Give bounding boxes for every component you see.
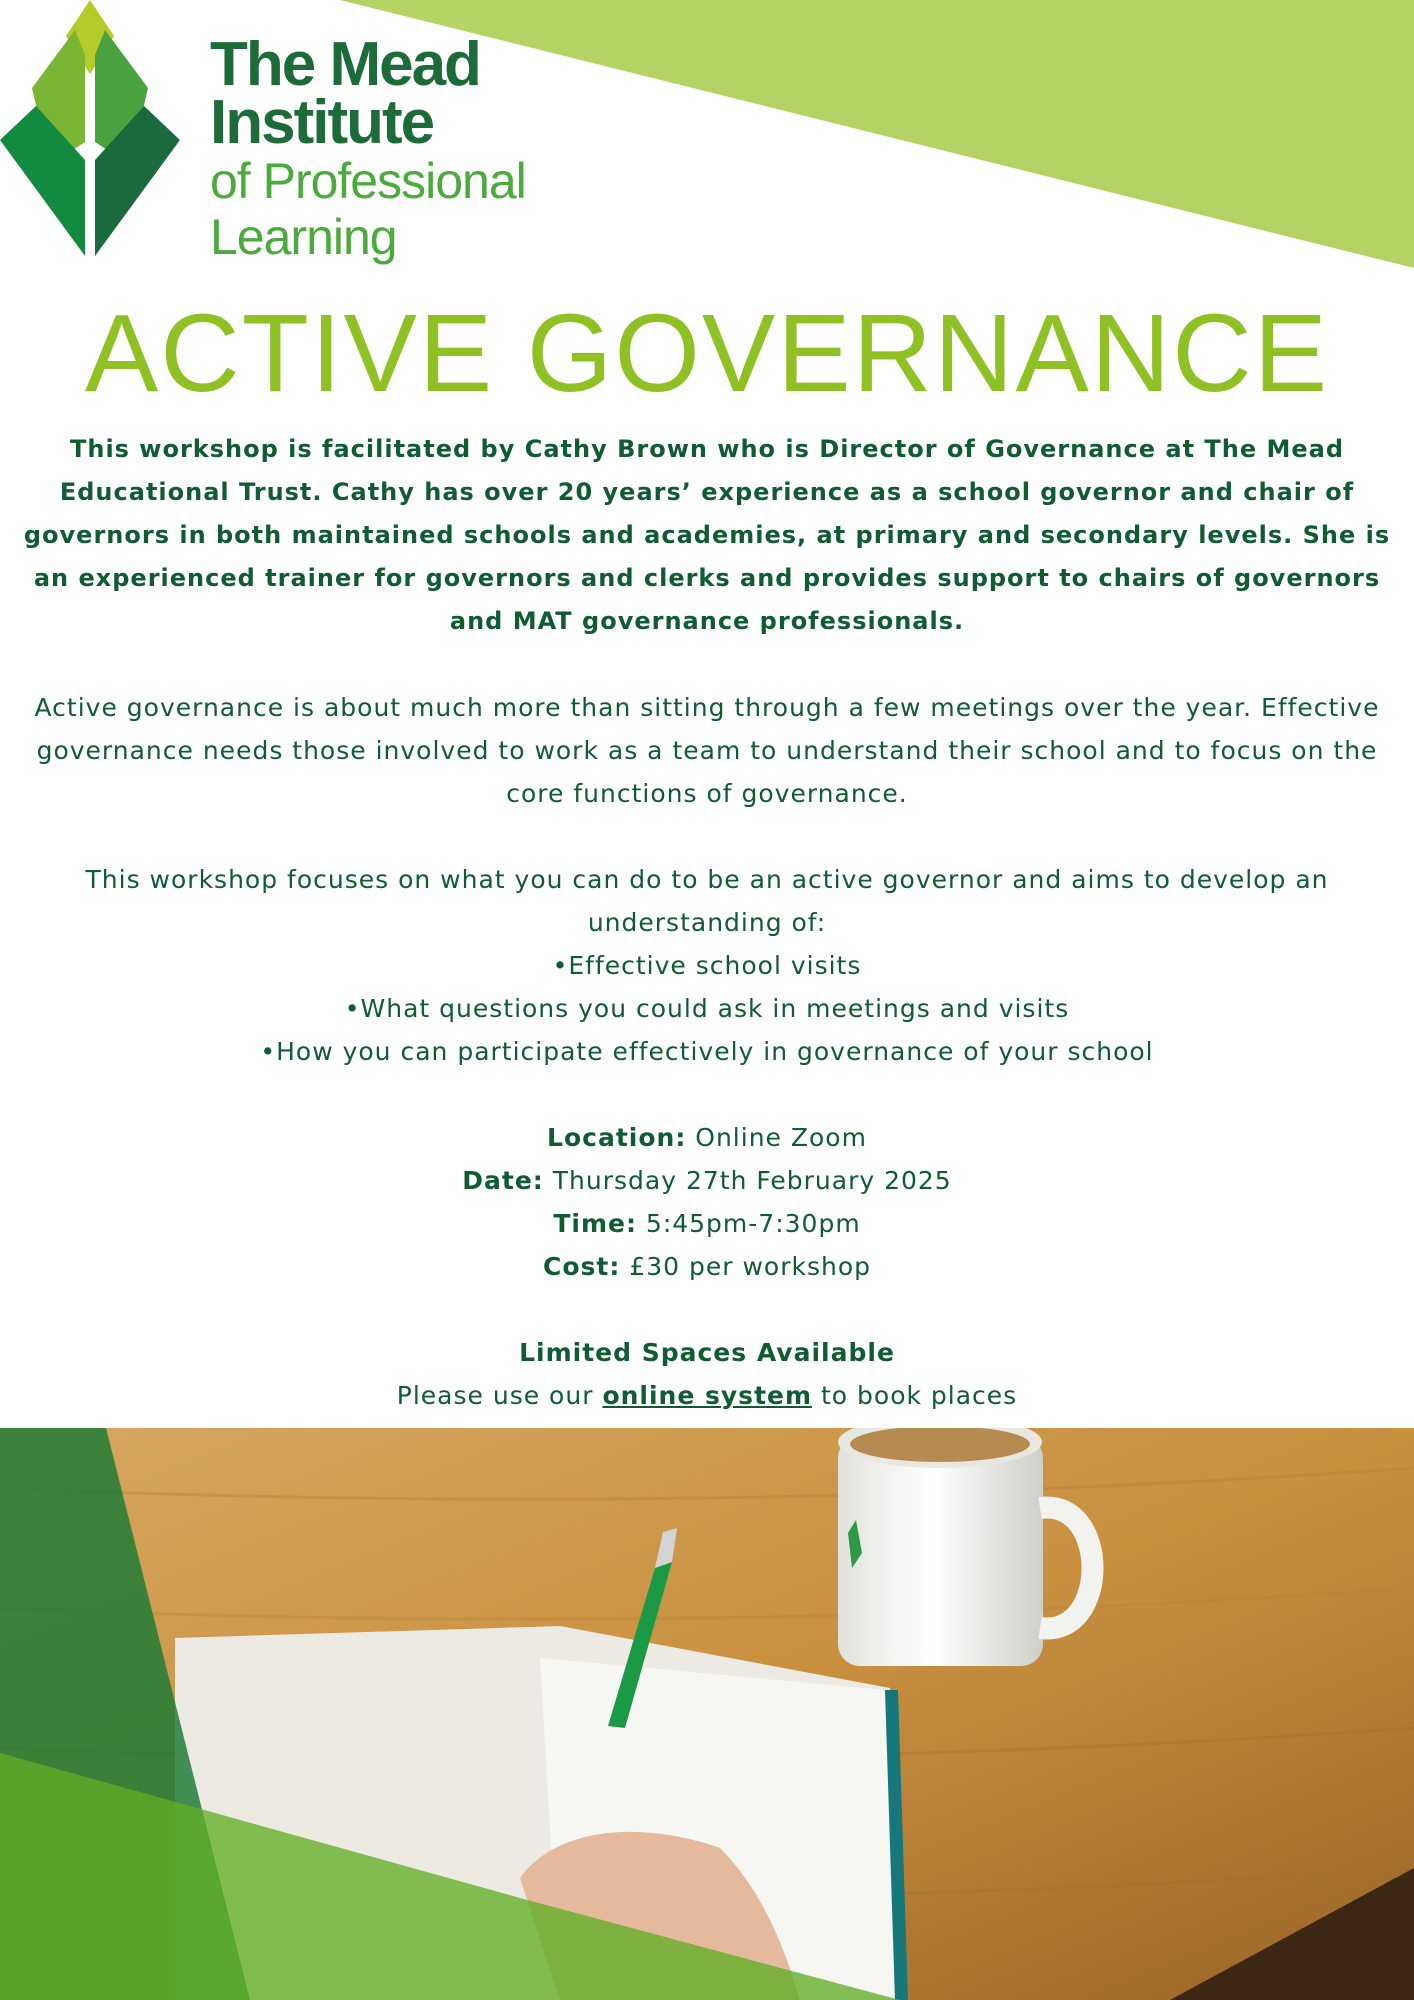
content xyxy=(10,428,1404,1460)
leaf-logo-icon xyxy=(0,0,180,260)
brand-line-4: Learning xyxy=(210,209,397,265)
cost-value: £30 per workshop xyxy=(629,1252,871,1281)
focus-intro: This workshop focuses on what you can do to be an active governor and aims to develop an understanding of: xyxy=(85,865,1329,937)
location-value: Online Zoom xyxy=(695,1123,867,1152)
page-title: ACTIVE GOVERNANCE xyxy=(84,292,1330,415)
booking-prefix: Please use our xyxy=(396,1381,594,1410)
location-label: Location: xyxy=(547,1123,687,1152)
bullet-item: •Effective school visits xyxy=(552,951,862,980)
date-row xyxy=(10,1159,1404,1202)
cost-row xyxy=(10,1245,1404,1288)
bullet-item: •How you can participate effectively in governance of your school xyxy=(260,1037,1154,1066)
time-value: 5:45pm-7:30pm xyxy=(645,1209,861,1238)
time-row xyxy=(10,1202,1404,1245)
focus-section xyxy=(10,858,1404,1073)
location-row xyxy=(10,1116,1404,1159)
workshop-photo xyxy=(0,1428,1414,2000)
booking-line xyxy=(10,1374,1404,1417)
date-value: Thursday 27th February 2025 xyxy=(552,1166,952,1195)
brand-line-1: The Mead xyxy=(210,30,480,99)
facilitator-intro: This workshop is facilitated by Cathy Brown who is Director of Governance at The Mead Educational Trust. Cathy has over 20 years’ experience as a school governor and chair of governors in both maintained schools and academies, at primary and secondary levels. She is an experienced trainer for governors and clerks and provides support to chairs of governors and MAT governance professionals. xyxy=(23,435,1391,635)
brand-line-3: of Professional xyxy=(210,153,526,209)
event-details xyxy=(10,1116,1404,1288)
online-system-link[interactable]: online system xyxy=(602,1381,813,1410)
date-label: Date: xyxy=(462,1166,544,1195)
time-label: Time: xyxy=(553,1209,637,1238)
limited-spaces-heading: Limited Spaces Available xyxy=(519,1338,895,1367)
brand-line-2: Institute xyxy=(210,88,434,157)
booking-section xyxy=(10,1331,1404,1417)
cost-label: Cost: xyxy=(543,1252,621,1281)
booking-suffix: to book places xyxy=(820,1381,1018,1410)
logo xyxy=(0,0,560,270)
bullet-item: •What questions you could ask in meetings and visits xyxy=(344,994,1070,1023)
description-paragraph: Active governance is about much more than sitting through a few meetings over the year. Effective governance needs those involved to work as a team to understand their school and to focus on the core functions of governance. xyxy=(34,693,1380,808)
